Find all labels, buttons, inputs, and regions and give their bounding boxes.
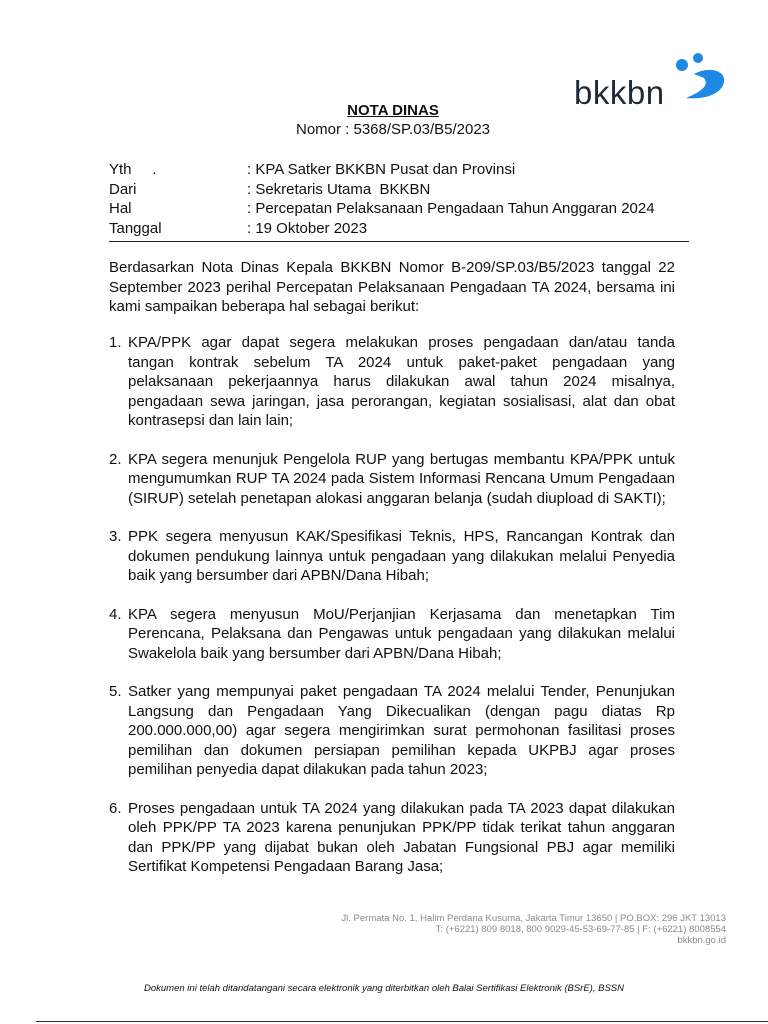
item-text: Satker yang mempunyai paket pengadaan TA 2024 melalui Tender, Penunjukan Langsung dan Pengadaan Yang Dikecualikan (dengan pagu diatas Rp 200.000.000,00) agar segera mengirimkan surat permohonan fasilitasi proses pemilihan dan dokumen persiapan pemilihan kepada UKPBJ agar proses pemilihan penyedia dapat dilakukan pada tahun 2023; (128, 683, 675, 778)
website-link[interactable]: bkkbn.go.id (677, 935, 726, 946)
item-text: KPA segera menyusun MoU/Perjanjian Kerjasama dan menetapkan Tim Perencana, Pelaksana dan Pengawas untuk pengadaan yang dilakukan melalui Swakelola baik yang bersumber dari APBN/Dana Hibah; (128, 605, 675, 662)
field-value: : Percepatan Pelaksanaan Pengadaan Tahun Anggaran 2024 (247, 200, 655, 217)
field-label: Dari (109, 180, 137, 198)
list-item (109, 450, 675, 509)
field-row-hal (109, 199, 689, 219)
field-value: : KPA Satker BKKBN Pusat dan Provinsi (247, 161, 516, 178)
header-divider (109, 241, 689, 242)
field-row-tanggal (109, 219, 689, 239)
list-item (109, 605, 675, 664)
points-list (109, 333, 675, 896)
field-label: Tanggal (109, 219, 162, 237)
list-item (109, 799, 675, 877)
item-text: KPA/PPK agar dapat segera melakukan proses pengadaan dan/atau tanda tangan kontrak sebelum TA 2024 untuk paket-paket pengadaan yang pelaksanaan pekerjaannya harus dilakukan awal tahun 2024 misalnya, pengadaan sewa jaringan, jasa perorangan, kegiatan sosialisasi, alat dan obat kontrasepsi dan lain lain; (128, 334, 675, 429)
item-text: KPA segera menunjuk Pengelola RUP yang bertugas membantu KPA/PPK untuk mengumumkan RUP TA 2024 pada Sistem Informasi Rencana Umum Pengadaan (SIRUP) setelah penetapan alokasi anggaran belanja (sudah diupload di SAKTI); (128, 450, 675, 507)
intro-paragraph: Berdasarkan Nota Dinas Kepala BKKBN Nomor B-209/SP.03/B5/2023 tanggal 22 September 2023 perihal Percepatan Pelaksanaan Pengadaan TA 2024, bersama ini kami sampaikan beberapa hal sebagai berikut: (109, 259, 675, 315)
footer-divider (36, 1021, 768, 1022)
field-value: : Sekretaris Utama BKKBN (247, 180, 431, 198)
list-item (109, 333, 675, 431)
document-number: Nomor : 5368/SP.03/B5/2023 (295, 121, 491, 138)
field-label: Hal (109, 200, 132, 217)
header-fields (109, 160, 689, 238)
office-address (341, 913, 726, 946)
logo-mark-icon (674, 52, 732, 102)
address-line: Jl. Permata No. 1, Halim Perdana Kusuma, Jakarta Timur 13650 | PO.BOX: 296 JKT 13013 (341, 913, 726, 924)
list-item (109, 527, 675, 586)
contact-line: T: (+6221) 809 8018, 800 9029-45-53-69-77-85 | F: (+6221) 8008554 (435, 924, 726, 935)
esign-footer-note: Dokumen ini telah ditandatangani secara elektronik yang diterbitkan oleh Balai Sertifikasi Elektronik (BSrE), BSSN (144, 983, 624, 994)
item-number: 2. (109, 450, 122, 468)
field-label: Yth . (109, 161, 157, 178)
logo-wordmark: bkkbn (574, 74, 665, 111)
item-number: 6. (109, 799, 122, 817)
field-value: : 19 Oktober 2023 (247, 219, 368, 237)
item-number: 3. (109, 528, 122, 545)
document-title: NOTA DINAS (347, 102, 439, 119)
item-number: 1. (109, 334, 122, 351)
item-number: 4. (109, 605, 122, 623)
field-row-yth (109, 160, 689, 180)
field-row-dari (109, 180, 689, 200)
item-number: 5. (109, 683, 122, 700)
item-text: PPK segera menyusun KAK/Spesifikasi Teknis, HPS, Rancangan Kontrak dan dokumen pendukung lainnya untuk pengadaan yang dilakukan melalui Penyedia baik yang bersumber dari APBN/Dana Hibah; (128, 528, 675, 584)
item-text: Proses pengadaan untuk TA 2024 yang dilakukan pada TA 2023 dapat dilakukan oleh PPK/PP TA 2023 karena penunjukan PPK/PP tidak terikat tahun anggaran dan PPK/PP yang dijabat bukan oleh Jabatan Fungsional PBJ agar memiliki Sertifikat Kompetensi Pengadaan Barang Jasa; (128, 799, 675, 875)
list-item (109, 682, 675, 780)
